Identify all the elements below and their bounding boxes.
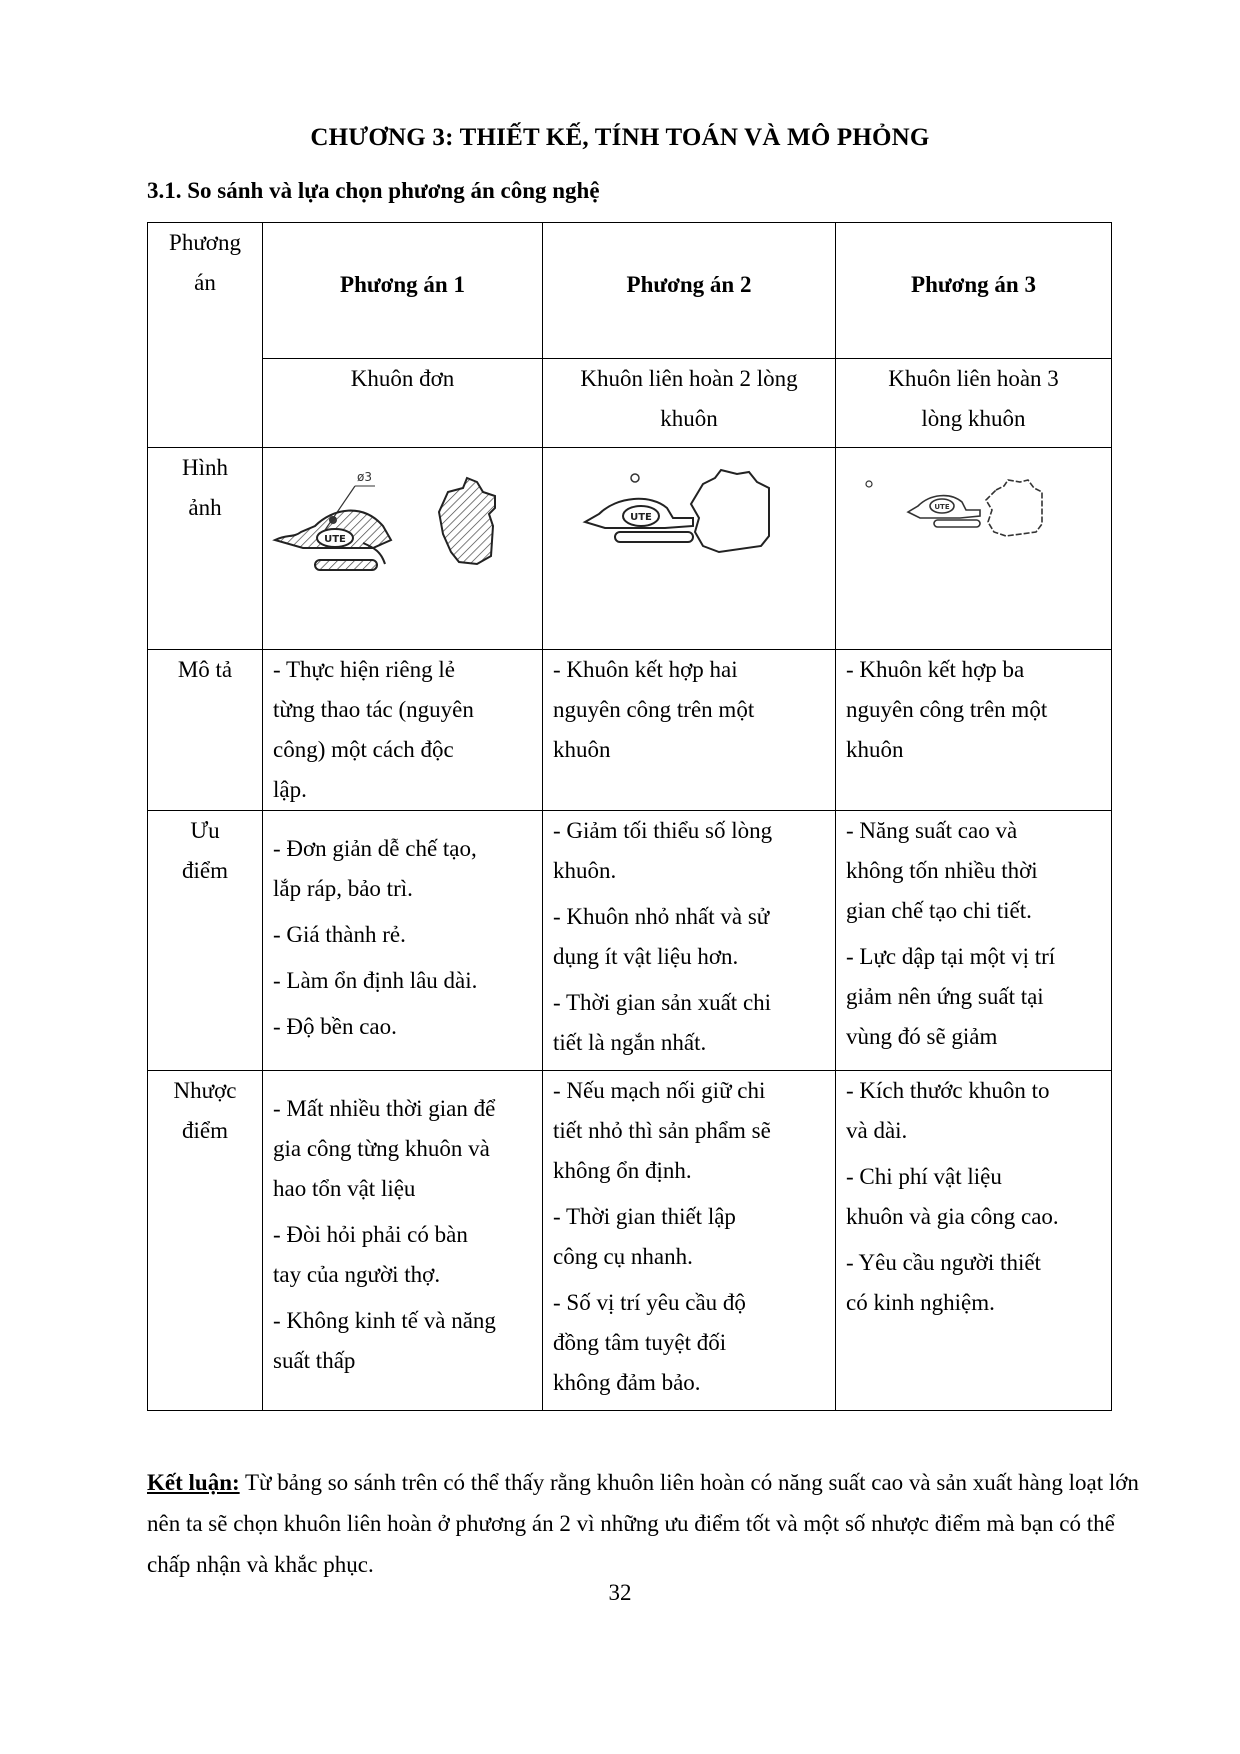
option-1-advantages (263, 811, 543, 1071)
advantage-line: khuôn. (553, 858, 617, 883)
description-line: từng thao tác (nguyên (273, 697, 474, 722)
advantages-row (148, 811, 1112, 1071)
advantage-line: lắp ráp, bảo trì. (273, 875, 413, 901)
conclusion-text: Từ bảng so sánh trên có thể thấy rằng khuôn liên hoàn có năng suất cao và sản xuất hàng loạt lớn nên ta sẽ chọn khuôn liên hoàn ở phương án 2 vì những ưu điểm tốt và một số nhược điểm mà bạn có thể chấp nhận và khắc phục. (147, 1470, 1139, 1577)
ute-logo-text: UTE (630, 512, 652, 523)
disadvantage-line: - Số vị trí yêu cầu độ (553, 1290, 746, 1315)
option-3-disadvantages (836, 1071, 1112, 1411)
advantage-line: dụng ít vật liệu hơn. (553, 944, 739, 969)
row-label-line: án (194, 270, 216, 295)
advantage-item (553, 811, 825, 891)
option-2-disadvantages (543, 1071, 836, 1411)
advantage-line: - Khuôn nhỏ nhất và sử (553, 904, 770, 929)
row-label-phuong-an (148, 223, 263, 448)
advantage-line: giảm nên ứng suất tại (846, 984, 1044, 1009)
row-label-line: Phương (169, 230, 241, 255)
disadvantage-line: có kinh nghiệm. (846, 1290, 995, 1315)
subtitle-line: khuôn (660, 406, 718, 431)
row-label-line: Ưu (190, 818, 220, 843)
advantage-line: - Năng suất cao và (846, 818, 1018, 843)
disadvantage-line: - Đòi hỏi phải có bàn (273, 1222, 468, 1247)
disadvantage-item (846, 1243, 1101, 1323)
advantage-line: - Làm ổn định lâu dài. (273, 967, 478, 993)
option-3-image (836, 448, 1112, 650)
subtitle-line: lòng khuôn (921, 406, 1026, 431)
option-2-advantages (543, 811, 836, 1071)
option-1-title: Phương án 1 (263, 223, 543, 359)
advantage-line: - Thời gian sản xuất chi (553, 990, 772, 1015)
description-row (148, 650, 1112, 811)
option-3-subtitle (836, 359, 1112, 448)
row-label-hinh-anh (148, 448, 263, 650)
advantage-item (846, 937, 1101, 1057)
description-line: - Khuôn kết hợp hai (553, 657, 738, 682)
subtitle-line: Khuôn liên hoàn 3 (888, 366, 1059, 391)
row-label-line: điểm (182, 1118, 228, 1143)
option-3-title: Phương án 3 (836, 223, 1112, 359)
disadvantage-line: - Yêu cầu người thiết (846, 1250, 1041, 1275)
disadvantage-line: không ổn định. (553, 1158, 692, 1183)
advantage-line: không tốn nhiều thời (846, 858, 1038, 883)
row-label-line: ảnh (188, 495, 222, 520)
description-line: khuôn (553, 737, 611, 762)
option-2-description (543, 650, 836, 811)
single-die-drawing (263, 448, 543, 648)
option-1-subtitle (263, 359, 543, 448)
section-title: 3.1. So sánh và lựa chọn phương án công nghệ (147, 178, 600, 203)
disadvantage-line: không đảm bảo. (553, 1370, 701, 1395)
disadvantage-item (846, 1157, 1101, 1237)
option-2-title: Phương án 2 (543, 223, 836, 359)
comparison-table (147, 222, 1112, 1411)
disadvantage-line: - Mất nhiều thời gian để (273, 1096, 496, 1121)
disadvantage-item (273, 1301, 532, 1381)
disadvantage-item (553, 1283, 825, 1403)
subtitle-line: Khuôn đơn (350, 366, 455, 391)
advantage-line: gian chế tạo chi tiết. (846, 898, 1032, 923)
option-2-subtitle (543, 359, 836, 448)
option-3-advantages (836, 811, 1112, 1071)
disadvantage-item (846, 1071, 1101, 1151)
option-1-image (263, 448, 543, 650)
disadvantage-line: khuôn và gia công cao. (846, 1204, 1059, 1229)
option-1-description (263, 650, 543, 811)
option-2-image (543, 448, 836, 650)
row-label-mo-ta: Mô tả (148, 650, 263, 811)
disadvantage-line: và dài. (846, 1118, 908, 1143)
disadvantage-line: - Nếu mạch nối giữ chi (553, 1078, 766, 1103)
disadvantage-line: - Chi phí vật liệu (846, 1164, 1002, 1189)
subtitle-line: Khuôn liên hoàn 2 lòng (580, 366, 798, 391)
disadvantage-line: tay của người thợ. (273, 1262, 441, 1287)
disadvantage-line: đồng tâm tuyệt đối (553, 1330, 727, 1355)
description-line: nguyên công trên một (846, 697, 1048, 722)
advantage-item (273, 829, 532, 909)
chapter-title: CHƯƠNG 3: THIẾT KẾ, TÍNH TOÁN VÀ MÔ PHỎNG (310, 124, 930, 151)
description-line: khuôn (846, 737, 904, 762)
disadvantage-item (273, 1089, 532, 1209)
option-3-description (836, 650, 1112, 811)
table-header-row (148, 223, 1112, 359)
advantage-line: - Độ bền cao. (273, 1013, 397, 1039)
image-row (148, 448, 1112, 650)
disadvantage-item (273, 1215, 532, 1295)
row-label-line: điểm (182, 858, 228, 883)
row-label-uu-diem (148, 811, 263, 1071)
three-cavity-die-drawing (836, 448, 1112, 648)
advantage-item (553, 897, 825, 977)
disadvantage-line: hao tổn vật liệu (273, 1176, 416, 1201)
disadvantage-item (553, 1197, 825, 1277)
description-line: công) một cách độc (273, 737, 454, 762)
ute-logo-text: UTE (934, 503, 950, 511)
description-line: - Thực hiện riêng lẻ (273, 657, 455, 682)
conclusion-paragraph (147, 1462, 1143, 1585)
disadvantage-line: tiết nhỏ thì sản phẩm sẽ (553, 1118, 771, 1143)
disadvantage-line: - Thời gian thiết lập (553, 1204, 736, 1229)
disadvantage-line: - Không kinh tế và năng (273, 1308, 496, 1333)
two-cavity-die-drawing (543, 448, 836, 648)
disadvantage-line: công cụ nhanh. (553, 1244, 693, 1269)
description-line: lập. (273, 777, 307, 802)
advantage-line: - Lực dập tại một vị trí (846, 944, 1056, 969)
diameter-label: ø3 (357, 470, 372, 484)
advantage-line: tiết là ngắn nhất. (553, 1030, 707, 1055)
disadvantage-line: - Kích thước khuôn to (846, 1078, 1050, 1103)
ute-logo-text: UTE (324, 534, 346, 545)
disadvantage-line: suất thấp (273, 1348, 356, 1373)
row-label-line: Hình (182, 455, 228, 480)
disadvantage-line: gia công từng khuôn và (273, 1136, 490, 1161)
table-subheader-row (148, 359, 1112, 448)
disadvantage-item (553, 1071, 825, 1191)
conclusion-label: Kết luận: (147, 1470, 240, 1495)
row-label-nhuoc-diem (148, 1071, 263, 1411)
advantage-item (553, 983, 825, 1063)
description-line: nguyên công trên một (553, 697, 755, 722)
option-1-disadvantages (263, 1071, 543, 1411)
advantage-line: - Đơn giản dễ chế tạo, (273, 835, 477, 861)
advantage-line: - Giá thành rẻ. (273, 921, 406, 947)
disadvantages-row (148, 1071, 1112, 1411)
row-label-line: Nhược (173, 1078, 237, 1103)
description-line: - Khuôn kết hợp ba (846, 657, 1025, 682)
advantage-line: - Giảm tối thiểu số lòng (553, 818, 773, 843)
advantage-line: vùng đó sẽ giảm (846, 1024, 998, 1049)
page-number: 32 (608, 1580, 632, 1605)
advantage-item (273, 1007, 532, 1047)
advantage-item (273, 915, 532, 955)
advantage-item (273, 961, 532, 1001)
advantage-item (846, 811, 1101, 931)
